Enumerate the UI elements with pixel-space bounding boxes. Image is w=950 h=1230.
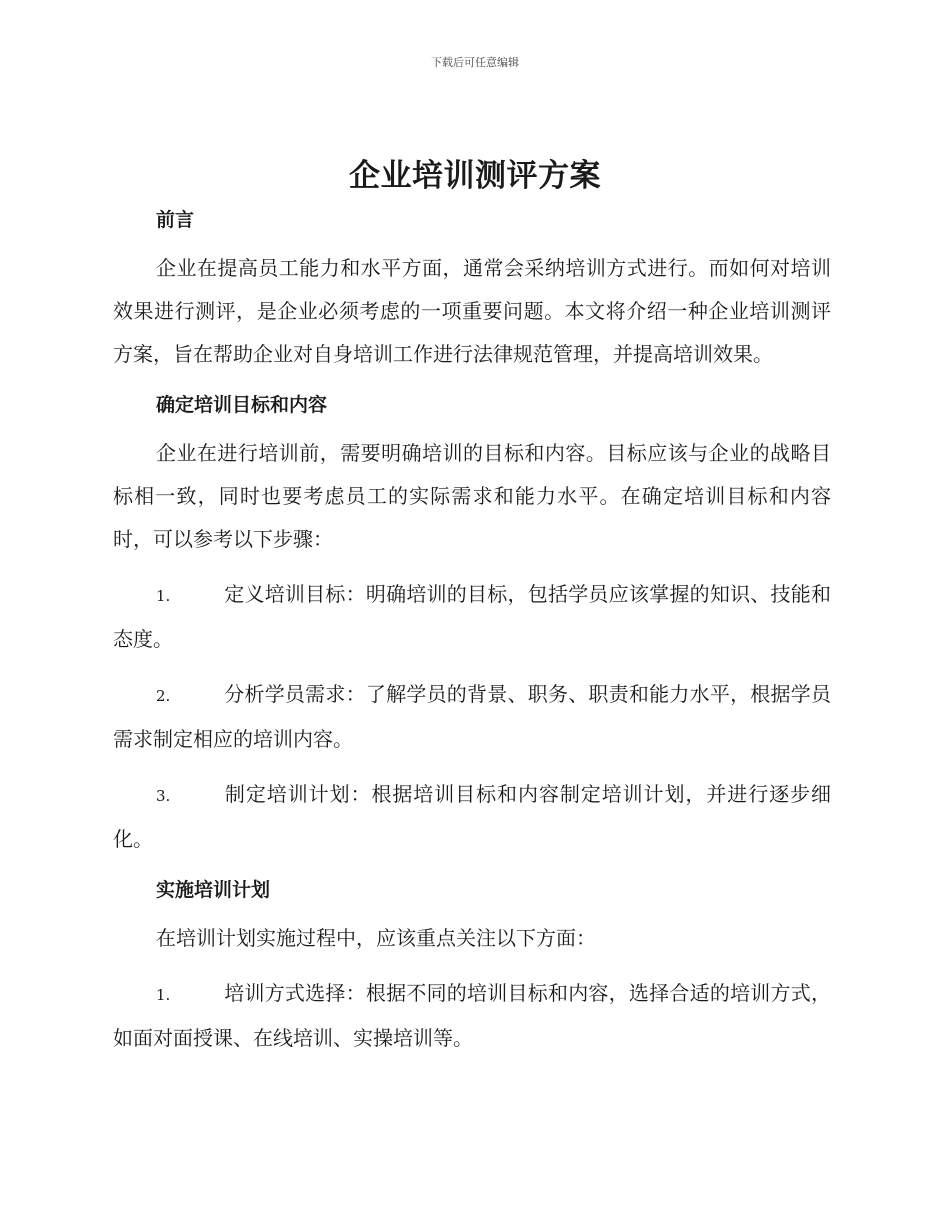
section-heading-preface: 前言: [156, 209, 195, 231]
list-item-text: 分析学员需求：了解学员的背景、职务、职责和能力水平，根据学员需求制定相应的培训内容。: [113, 682, 831, 751]
list-number: 3.: [156, 787, 171, 805]
list-number: 1.: [156, 587, 171, 605]
implement-paragraph: 在培训计划实施过程中，应该重点关注以下方面：: [156, 926, 596, 950]
section-heading-goals: 确定培训目标和内容: [156, 394, 328, 416]
section-heading-implement: 实施培训计划: [156, 879, 271, 901]
list-number: 1.: [156, 986, 171, 1004]
list-item-text: 培训方式选择：根据不同的培训目标和内容，选择合适的培训方式，如面对面授课、在线培训、实操培训等。: [113, 981, 831, 1050]
document-title: 企业培训测评方案: [349, 158, 601, 194]
list-item: [113, 773, 831, 861]
list-item: [113, 673, 831, 761]
list-item-text: 定义培训目标：明确培训的目标，包括学员应该掌握的知识、技能和态度。: [113, 582, 831, 651]
list-item: [113, 972, 831, 1060]
header-note: 下载后可任意编辑: [431, 56, 519, 69]
list-item: [113, 573, 831, 661]
preface-paragraph: 企业在提高员工能力和水平方面，通常会采纳培训方式进行。而如何对培训效果进行测评，是企业必须考虑的一项重要问题。本文将介绍一种企业培训测评方案，旨在帮助企业对自身培训工作进行法律规范管理，并提高培训效果。: [113, 256, 831, 366]
list-number: 2.: [156, 687, 171, 705]
document-body: [113, 203, 831, 1060]
list-item-text: 制定培训计划：根据培训目标和内容制定培训计划，并进行逐步细化。: [113, 782, 831, 851]
goals-paragraph: 企业在进行培训前，需要明确培训的目标和内容。目标应该与企业的战略目标相一致，同时也要考虑员工的实际需求和能力水平。在确定培训目标和内容时，可以参考以下步骤：: [113, 441, 831, 551]
